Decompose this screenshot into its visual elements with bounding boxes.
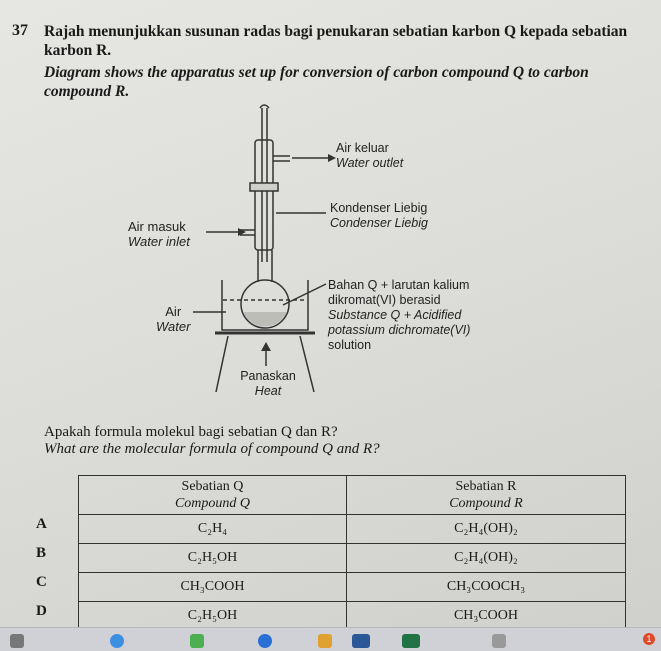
label-water-outlet-ms: Air keluar — [336, 141, 389, 155]
label-substance-en-3: solution — [328, 338, 372, 352]
notification-badge[interactable]: 1 — [643, 633, 655, 645]
option-letter-c[interactable]: C — [36, 574, 47, 590]
table-row[interactable] — [79, 515, 626, 544]
table-row[interactable] — [79, 573, 626, 602]
prompt-malay: Apakah formula molekul bagi sebatian Q dan R? — [44, 424, 338, 440]
option-letter-d[interactable]: D — [36, 603, 47, 619]
condenser-top-opening — [260, 105, 269, 108]
heat-arrowhead — [261, 342, 271, 351]
label-water-ms: Air — [165, 304, 182, 319]
cell-q: C₂H₄ — [79, 515, 347, 544]
label-condenser — [330, 201, 428, 231]
cell-r: C₂H₄(OH)₂ — [346, 515, 625, 544]
table-row[interactable] — [79, 544, 626, 573]
prompt-english: What are the molecular formula of compound Q and R? — [44, 441, 380, 457]
question-text-english: Diagram shows the apparatus set up for conversion of carbon compound Q to carbon compound R. — [44, 64, 589, 100]
label-substance-ms-2: dikromat(VI) berasid — [328, 293, 441, 307]
files-icon[interactable] — [190, 634, 204, 648]
outlet-side-arm — [273, 156, 290, 161]
header-q-en: Compound Q — [174, 496, 250, 511]
table-header-row — [79, 476, 626, 515]
tripod-leg-right — [300, 336, 314, 392]
browser-icon[interactable] — [110, 634, 124, 648]
excel-icon[interactable] — [402, 634, 420, 648]
cell-q: C₂H₅OH — [79, 602, 347, 631]
label-condenser-ms: Kondenser Liebig — [330, 201, 428, 215]
label-substance-en-1: Substance Q + Acidified — [328, 308, 462, 322]
condenser-jacket — [255, 140, 273, 250]
chrome-icon[interactable] — [258, 634, 272, 648]
header-compound-q — [79, 476, 347, 515]
header-r-en: Compound R — [449, 496, 523, 511]
label-heat — [238, 369, 298, 399]
cell-r: C₂H₄(OH)₂ — [346, 544, 625, 573]
cell-q: C₂H₅OH — [79, 544, 347, 573]
cell-r: CH₃COOCH₃ — [346, 573, 625, 602]
label-water-outlet-en: Water outlet — [336, 156, 404, 170]
word-icon[interactable] — [352, 634, 370, 648]
leader-substance — [283, 284, 326, 305]
clamp — [250, 183, 278, 191]
header-q-ms: Sebatian Q — [181, 479, 244, 494]
header-r-ms: Sebatian R — [455, 479, 517, 494]
option-letter-a[interactable]: A — [36, 516, 47, 532]
label-substance — [328, 278, 470, 353]
menu-icon[interactable] — [10, 634, 24, 648]
label-water-outlet — [336, 141, 403, 171]
label-water-inlet — [128, 219, 190, 249]
settings-icon[interactable] — [492, 634, 506, 648]
taskbar — [0, 627, 661, 651]
cell-r: CH₃COOH — [346, 602, 625, 631]
label-water-en: Water — [156, 319, 191, 334]
label-heat-en: Heat — [254, 384, 282, 398]
tripod-leg-left — [216, 336, 228, 392]
app-icon[interactable] — [318, 634, 332, 648]
header-compound-r — [346, 476, 625, 515]
option-letter-b[interactable]: B — [36, 545, 47, 561]
question-number: 37 — [12, 22, 28, 39]
label-substance-en-2: potassium dichromate(VI) — [328, 323, 471, 337]
label-water-inlet-en: Water inlet — [128, 234, 190, 249]
label-substance-ms-1: Bahan Q + larutan kalium — [328, 278, 470, 292]
question-text-malay: Rajah menunjukkan susunan radas bagi penukaran sebatian karbon Q kepada sebatian karbon R. — [44, 23, 628, 59]
flask-liquid — [243, 312, 287, 326]
label-condenser-en: Condenser Liebig — [330, 216, 428, 230]
options-table — [78, 475, 626, 631]
cell-q: CH₃COOH — [79, 573, 347, 602]
label-water-inlet-ms: Air masuk — [128, 219, 186, 234]
water-outlet-arrowhead — [328, 154, 336, 162]
label-heat-ms: Panaskan — [240, 369, 296, 383]
label-water — [156, 304, 190, 334]
